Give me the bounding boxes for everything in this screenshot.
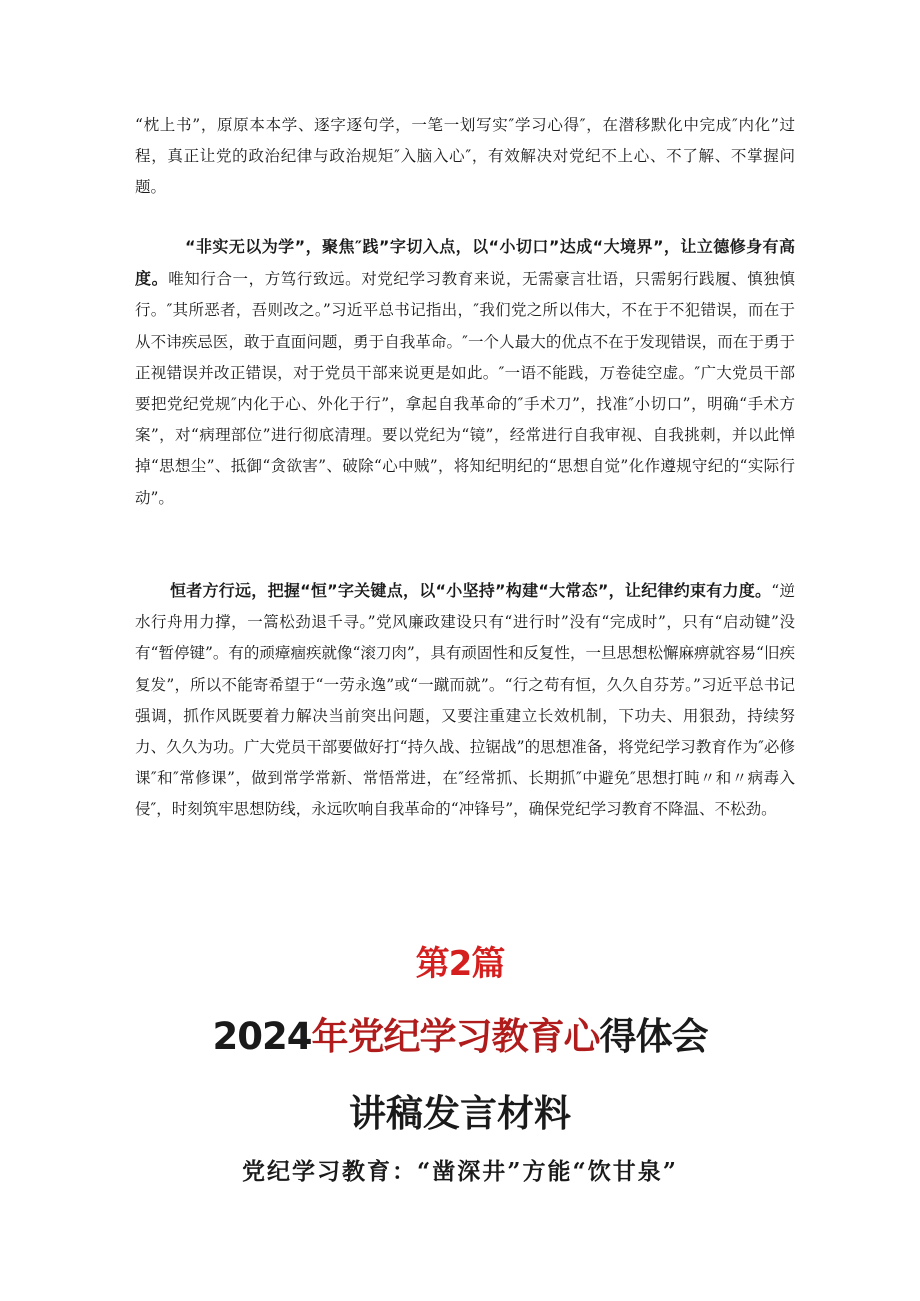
title-line-1 xyxy=(0,1006,920,1060)
chapter-label: 第2篇 xyxy=(415,944,505,984)
title-black-part: 得体会 xyxy=(599,1015,708,1058)
paragraph-3-body: “逆水行舟用力撑，一篙松劲退千寻。”党风廉政建设只有“进行时”没有“完成时”，只有“启动键”没有“暂停键”。有的顽瘴痼疾就像“滚刀肉”，具有顽固性和反复性，一旦思想松懈麻痹就容易“旧疾复发”，所以不能寄希望于“一劳永逸”或“一蹴而就”。“行之苟有恒，久久自芬芳。”习近平总书记强调，抓作风既要着力解决当前突出问题，又要注重建立长效机制，下功夫、用狠劲，持续努力、久久为功。广大党员干部要做好打“持久战、拉锯战”的思想准备，将党纪学习教育作为″必修课″和″常修课”，做到常学常新、常悟常进，在″经常抓、长期抓″中避免″思想打盹〃和〃病毒入侵″，时刻筑牢思想防线，永远吹响自我革命的“冲锋号”，确保党纪学习教育不降温、不松劲。 xyxy=(135,582,795,819)
paragraph-3-lead: 恒者方行远，把握“恒”字关键点，以“小坚持”构建“大常态”，让纪律约束有力度。 xyxy=(170,581,772,600)
paragraph-3 xyxy=(135,575,795,826)
title-line-2: 讲稿发言材料 xyxy=(349,1092,571,1135)
paragraph-2-lead: “非实无以为学”，聚焦″践”字切入点，以“小切口”达成“大境界”，让立德修身有高度。 xyxy=(135,237,795,289)
paragraph-2-body: 唯知行合一，方笃行致远。对党纪学习教育来说，无需豪言壮语，只需躬行践履、慎独慎行。″其所恶者，吾则改之。”习近平总书记指出，″我们党之所以伟大，不在于不犯错误，而在于从不讳疾忌医，敢于直面问题，勇于自我革命。″一个人最大的优点不在于发现错误，而在于勇于正视错误并改正错误，对于党员干部来说更是如此。″一语不能践，万卷徒空虚。″广大党员干部要把党纪党规″内化于心、外化于行”，拿起自我革命的″手术刀”，找准″小切口”，明确“手术方案”，对“病理部位”进行彻底清理。要以党纪为“镜”，经常进行自我审视、自我挑刺，并以此惮掉“思想尘”、抵御“贪欲害”、破除“心中贼”，将知纪明纪的“思想自觉”化作遵规守纪的“实际行动”。 xyxy=(135,270,795,507)
title-year: 2024 xyxy=(212,1015,312,1058)
subtitle: 党纪学习教育：“凿深井”方能“饮甘泉” xyxy=(242,1158,678,1185)
title-red-part: 年党纪学习教育心 xyxy=(311,1015,600,1058)
paragraph-2 xyxy=(135,231,795,514)
paragraph-1-body: “枕上书”，原原本本学、逐字逐句学，一笔一划写实″学习心得″，在潜移默化中完成″内化”过程，真正让党的政治纪律与政治规矩″入脑入心″，有效解决对党纪不上心、不了解、不掌握问题。 xyxy=(135,116,795,197)
paragraph-1 xyxy=(135,109,795,204)
